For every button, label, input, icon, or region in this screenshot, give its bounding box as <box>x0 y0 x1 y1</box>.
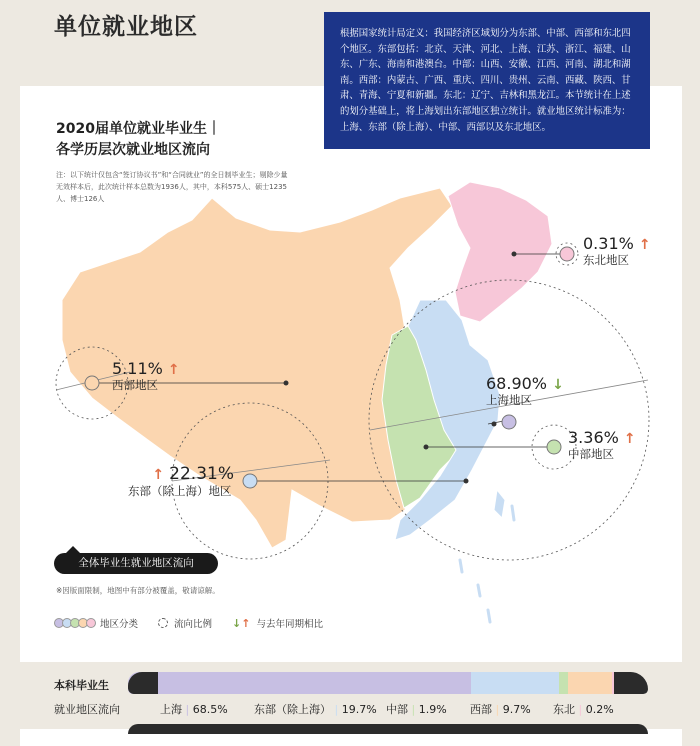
northeast-pct: 0.31% <box>583 234 634 253</box>
segment-west <box>568 672 612 694</box>
segment-shanghai <box>128 672 471 694</box>
dot-east <box>243 474 257 488</box>
central-name: 中部地区 <box>568 447 614 461</box>
shanghai-pct: 68.90% <box>486 374 548 393</box>
flow-item-shanghai: 上海 | 68.5% <box>160 703 228 716</box>
map-taiwan <box>494 490 505 518</box>
flow-item-west: 西部 | 9.7% <box>470 703 531 716</box>
flow-item-east: 东部（除上海） | 19.7% <box>254 703 377 716</box>
copyright-note: ※因版面限制，地图中有部分被覆盖，敬请谅解。 <box>56 586 220 595</box>
flow-values-row <box>160 697 680 719</box>
legend-color-dots <box>54 618 94 628</box>
row-label: 就业地区流向 <box>54 703 120 716</box>
trend-up-icon: ↑ <box>638 237 651 253</box>
northeast-name: 东北地区 <box>583 253 629 267</box>
segment-central <box>559 672 568 694</box>
legend <box>54 616 323 630</box>
central-pct: 3.36% <box>568 428 619 447</box>
label-west <box>112 361 180 392</box>
dot-west <box>85 376 99 390</box>
trend-up-icon: ↑ <box>623 431 636 447</box>
group-label: 本科毕业生 <box>54 679 109 692</box>
legend-category: 地区分类 <box>100 619 139 630</box>
second-train-bar <box>128 724 648 734</box>
legend-compare: 与去年同期相比 <box>256 619 323 630</box>
trend-down-icon: ↓ <box>552 377 564 393</box>
flow-item-central: 中部 | 1.9% <box>386 703 447 716</box>
trend-up-icon: ↑ <box>152 467 165 483</box>
definition-box: 根据国家统计局定义：我国经济区域划分为东部、中部、西部和东北四个地区。东部包括：北京、天津、河北、上海、江苏、浙江、福建、山东、广东、海南和港澳台。中部：山西、安徽、江西、河南、湖北和湖南。西部：内蒙古、广西、重庆、四川、贵州、云南、西藏、陕西、甘肃、青海、宁夏和新疆。东北：辽宁、吉林和黑龙江。本节统计在上述的划分基础上，将上海划出东部地区独立统计。就业地区统计标准为：上海、东部（除上海）、中部、西部以及东北地区。 <box>324 12 650 149</box>
train-tail <box>128 672 158 694</box>
dot-central <box>547 440 561 454</box>
legend-ratio: 流向比例 <box>174 619 213 630</box>
chart-title-line1: 2020届单位就业毕业生｜ <box>56 121 221 137</box>
west-pct: 5.11% <box>112 359 163 378</box>
flow-label: 全体毕业生就业地区流向 <box>54 553 218 574</box>
segment-east <box>471 672 559 694</box>
label-east <box>128 466 234 498</box>
trend-arrows-icon: ↓↑ <box>232 616 251 630</box>
flow-item-northeast: 东北 | 0.2% <box>553 703 614 716</box>
chart-title-line2: 各学历层次就业地区流向 <box>56 142 210 158</box>
trend-up-icon: ↑ <box>167 362 180 378</box>
shanghai-name: 上海地区 <box>486 393 532 407</box>
east-pct: 22.31% <box>169 464 234 484</box>
west-name: 西部地区 <box>112 378 158 392</box>
map-northeast <box>448 182 552 322</box>
dashed-circle-icon <box>158 618 168 628</box>
sample-note: 注：以下统计仅包含“签订协议书”和“合同就业”的全日制毕业生；剔除少量无效样本后，此次统计样本总数为1936人，其中，本科575人、硕士1235人、博士126人 <box>56 171 288 203</box>
east-name: 东部（除上海）地区 <box>128 484 232 498</box>
train-nose <box>614 672 648 694</box>
chart-title <box>56 119 256 161</box>
dot-shanghai <box>502 415 516 429</box>
page-title: 单位就业地区 <box>54 14 198 40</box>
label-northeast <box>583 236 651 267</box>
dot-northeast <box>560 247 574 261</box>
flow-train-bar <box>128 672 648 694</box>
label-central <box>568 430 636 461</box>
label-shanghai <box>486 376 564 407</box>
train-body <box>128 672 648 694</box>
